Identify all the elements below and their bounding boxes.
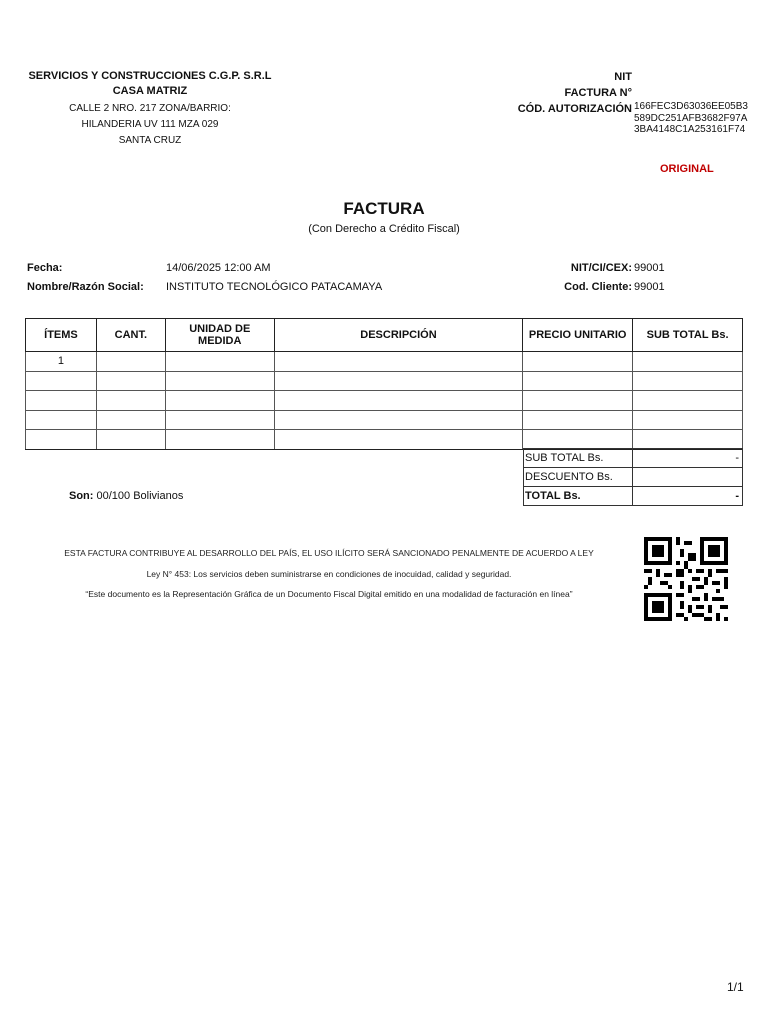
totals-table [523, 448, 743, 506]
address-city: SANTA CRUZ [118, 135, 182, 146]
client-name-value: INSTITUTO TECNOLÓGICO PATACAMAYA [166, 281, 383, 293]
col-header-description: DESCRIPCIÓN [274, 319, 523, 352]
cell-item: 1 [26, 352, 97, 372]
nit-label: NIT [614, 71, 632, 83]
total-value: - [633, 487, 743, 506]
table-row [26, 430, 743, 450]
cell-subtotal [633, 391, 743, 411]
cell-item [26, 430, 97, 450]
amount-in-words-value: 00/100 Bolivianos [96, 490, 184, 502]
col-header-quantity: CANT. [96, 319, 165, 352]
amount-in-words [69, 490, 183, 502]
col-header-items: ÍTEMS [26, 319, 97, 352]
items-table [25, 318, 743, 450]
company-branch: CASA MATRIZ [112, 85, 188, 97]
cell-unit-price [523, 430, 633, 450]
cell-description [274, 371, 523, 391]
cell-unit-price [523, 391, 633, 411]
cell-subtotal [633, 352, 743, 372]
cell-subtotal [633, 410, 743, 430]
amount-in-words-label: Son: [69, 490, 94, 502]
cell-unit [165, 371, 274, 391]
discount-row [524, 468, 743, 487]
auth-code-label: CÓD. AUTORIZACIÓN [517, 103, 632, 115]
cell-description [274, 352, 523, 372]
page-number: 1/1 [727, 980, 744, 994]
address-line-2: HILANDERIA UV 111 MZA 029 [81, 119, 219, 130]
cell-description [274, 391, 523, 411]
total-row [524, 487, 743, 506]
document-subtitle: (Con Derecho a Crédito Fiscal) [308, 223, 460, 235]
company-address [0, 101, 300, 149]
qr-code-icon [644, 537, 728, 621]
cell-unit-price [523, 352, 633, 372]
invoice-number-label: FACTURA N° [564, 87, 632, 99]
cell-quantity [96, 352, 165, 372]
table-row [26, 410, 743, 430]
client-code-label: Cod. Cliente: [564, 281, 632, 293]
company-name: SERVICIOS Y CONSTRUCCIONES C.G.P. S.R.L [28, 70, 272, 82]
client-name-label: Nombre/Razón Social: [27, 281, 144, 293]
cell-item [26, 410, 97, 430]
cell-quantity [96, 430, 165, 450]
cell-subtotal [633, 371, 743, 391]
auth-code-value: 166FEC3D63036EE05B3589DC251AFB3682F97A3BA4148C1A253161F74 [634, 101, 748, 135]
cell-unit-price [523, 410, 633, 430]
company-header [0, 69, 300, 149]
table-row [26, 371, 743, 391]
subtotal-label: SUB TOTAL Bs. [524, 449, 633, 468]
document-title: FACTURA [343, 199, 425, 218]
legal-notice-2: Ley N° 453: Los servicios deben suministrarse en condiciones de inocuidad, calidad y seguridad. [146, 569, 512, 579]
discount-value [633, 468, 743, 487]
cell-subtotal [633, 430, 743, 450]
invoice-identifiers [480, 69, 632, 117]
cell-unit-price [523, 371, 633, 391]
cell-item [26, 391, 97, 411]
date-value: 14/06/2025 12:00 AM [166, 262, 271, 274]
client-nit-value: 99001 [634, 262, 665, 274]
copy-label: ORIGINAL [660, 163, 714, 175]
col-header-unit-price: PRECIO UNITARIO [523, 319, 633, 352]
total-label: TOTAL Bs. [524, 487, 633, 506]
cell-quantity [96, 391, 165, 411]
address-line-1: CALLE 2 NRO. 217 ZONA/BARRIO: [69, 103, 231, 114]
cell-item [26, 371, 97, 391]
cell-unit [165, 430, 274, 450]
discount-label: DESCUENTO Bs. [524, 468, 633, 487]
items-header-row [26, 319, 743, 352]
col-header-subtotal: SUB TOTAL Bs. [633, 319, 743, 352]
subtotal-row [524, 449, 743, 468]
col-header-unit: UNIDAD DE MEDIDA [165, 319, 274, 352]
cell-quantity [96, 410, 165, 430]
client-nit-label: NIT/CI/CEX: [570, 262, 632, 274]
cell-unit [165, 391, 274, 411]
subtotal-value: - [633, 449, 743, 468]
cell-description [274, 410, 523, 430]
legal-notice-1: ESTA FACTURA CONTRIBUYE AL DESARROLLO DEL PAÍS, EL USO ILÍCITO SERÁ SANCIONADO PENALMENTE DE ACUERDO A LEY [64, 548, 594, 558]
cell-unit [165, 410, 274, 430]
table-row [26, 391, 743, 411]
legal-notice-3: “Este documento es la Representación Gráfica de un Documento Fiscal Digital emitido en una modalidad de facturación en línea” [85, 589, 573, 599]
cell-description [274, 430, 523, 450]
client-code-value: 99001 [634, 281, 665, 293]
date-label: Fecha: [27, 262, 63, 274]
cell-unit [165, 352, 274, 372]
cell-quantity [96, 371, 165, 391]
table-row [26, 352, 743, 372]
